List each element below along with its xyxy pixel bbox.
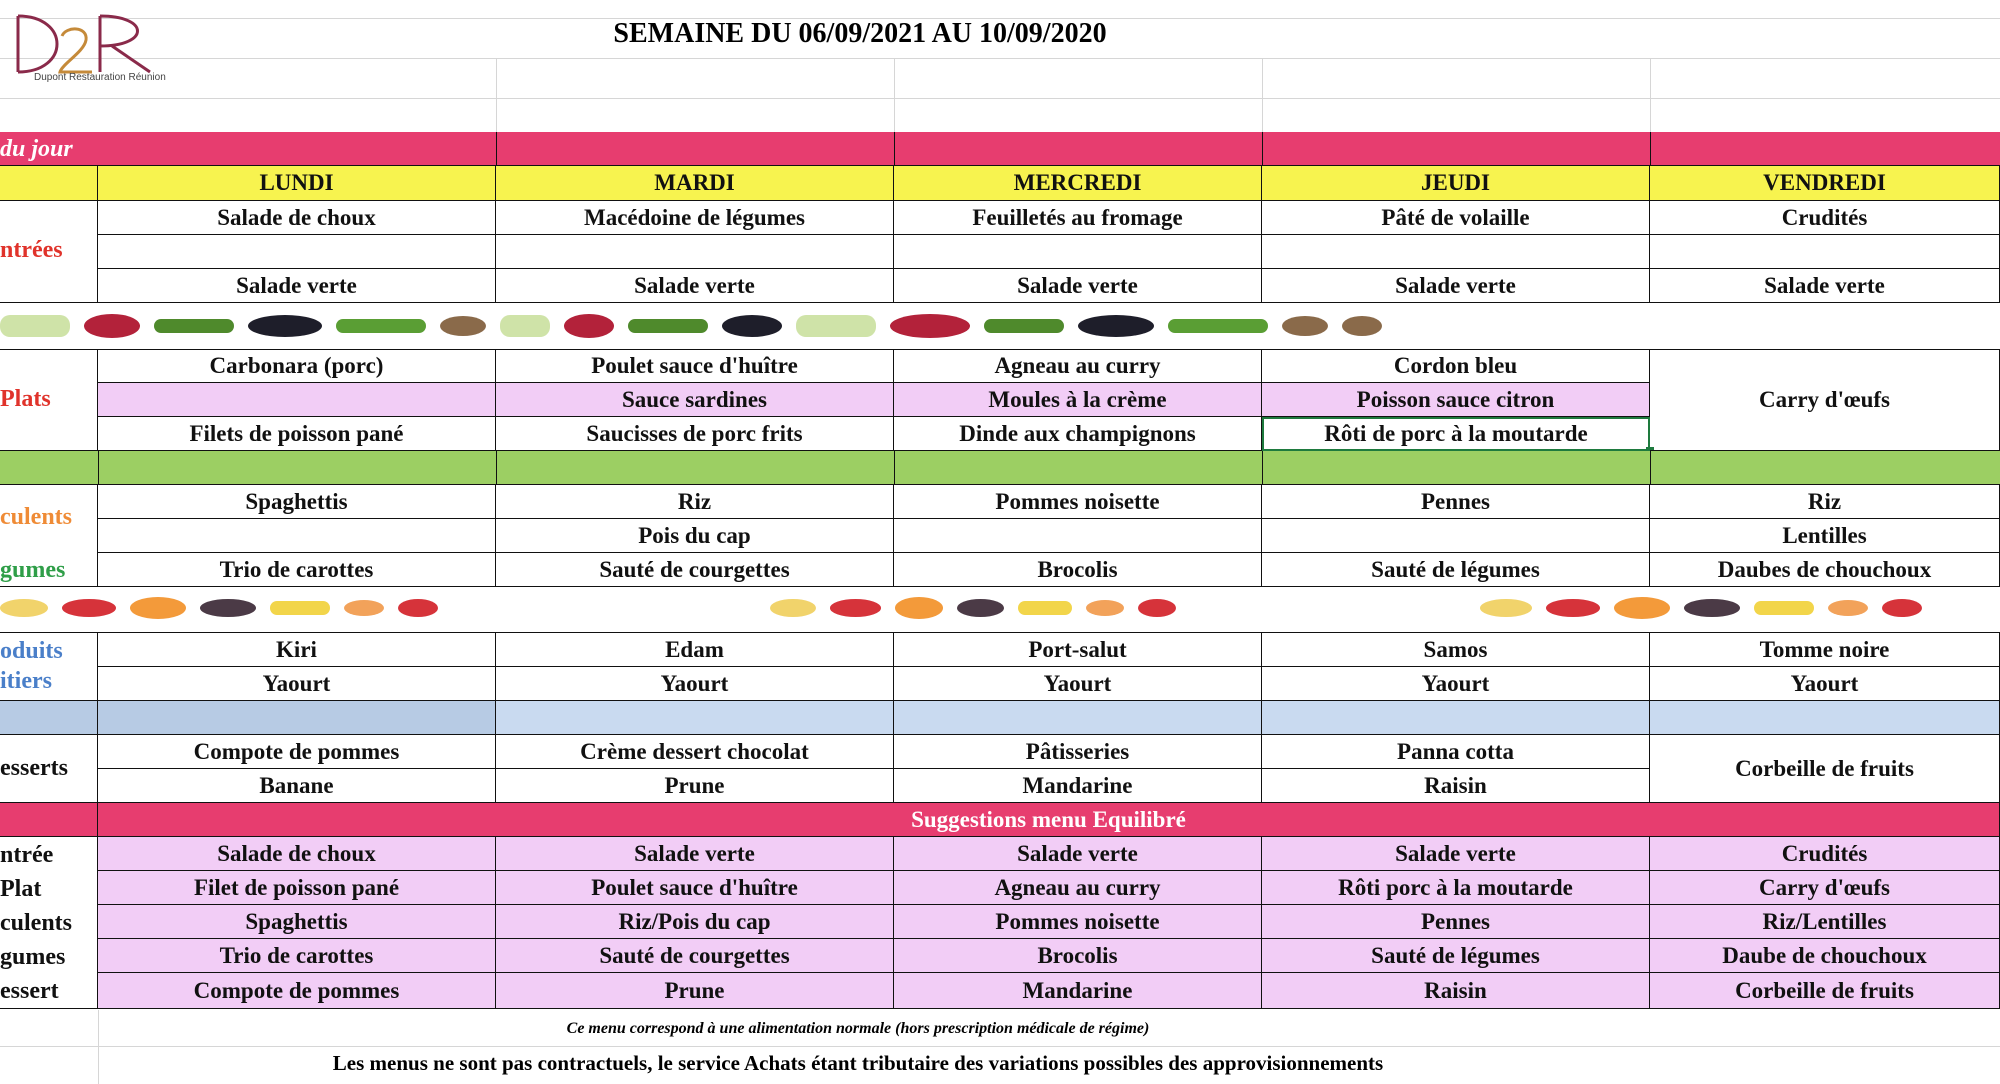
entrees-label: ntrées xyxy=(0,237,63,263)
banana-icon xyxy=(1754,601,1814,615)
plat-jeudi-3-selected-cell[interactable]: Rôti de porc à la moutarde xyxy=(1262,417,1650,451)
suggestion-label-legumes: gumes xyxy=(0,944,66,970)
suggestion-entree-vendredi: Crudités xyxy=(1650,837,2000,871)
day-header-mardi: MARDI xyxy=(496,166,894,201)
dessert-mardi-2: Prune xyxy=(496,769,894,803)
suggestion-plat-jeudi: Rôti porc à la moutarde xyxy=(1262,871,1650,905)
footer-note: Ce menu correspond à une alimentation normale (hors prescription médicale de régime) xyxy=(566,1020,1150,1037)
divider xyxy=(894,132,895,166)
dessert-mercredi-1: Pâtisseries xyxy=(894,735,1262,769)
plat-mercredi-2: Moules à la crème xyxy=(894,383,1262,417)
entree-mardi-1: Macédoine de légumes xyxy=(496,201,894,235)
entree-lundi-2 xyxy=(98,235,496,269)
produits-label-1: oduits xyxy=(0,638,63,664)
suggestion-dessert-vendredi: Corbeille de fruits xyxy=(1650,973,2000,1009)
vegetables-image-strip xyxy=(0,306,2000,346)
blackberry-icon xyxy=(1078,315,1154,337)
yaourt-vendredi: Yaourt xyxy=(1650,667,2000,701)
suggestion-feculent-vendredi: Riz/Lentilles xyxy=(1650,905,2000,939)
legume-mercredi: Brocolis xyxy=(894,553,1262,587)
suggestion-entree-mercredi: Salade verte xyxy=(894,837,1262,871)
fig-icon xyxy=(200,599,256,617)
feculent-vendredi-2: Lentilles xyxy=(1650,519,2000,553)
suggestion-label-entree: ntrée xyxy=(0,842,54,868)
suggestion-feculent-mercredi: Pommes noisette xyxy=(894,905,1262,939)
gridline xyxy=(0,98,2000,99)
dessert-jeudi-1: Panna cotta xyxy=(1262,735,1650,769)
legume-vendredi: Daubes de chouchoux xyxy=(1650,553,2000,587)
gridline xyxy=(1262,58,1263,132)
legume-lundi: Trio de carottes xyxy=(98,553,496,587)
divider xyxy=(1650,132,1651,166)
footer-disclaimer: Les menus ne sont pas contractuels, le service Achats étant tributaire des variations possibles des approvisionnements xyxy=(332,1050,1384,1075)
plat-jeudi-2: Poisson sauce citron xyxy=(1262,383,1650,417)
suggestion-label-plat: Plat xyxy=(0,876,42,902)
plat-lundi-2 xyxy=(98,383,496,417)
page-title: SEMAINE DU 06/09/2021 AU 10/09/2020 xyxy=(613,18,1107,49)
fromage-mercredi: Port-salut xyxy=(894,633,1262,667)
suggestion-entree-lundi: Salade de choux xyxy=(98,837,496,871)
menu-du-jour-bar xyxy=(0,132,2000,166)
menu-du-jour-label: du jour xyxy=(0,136,73,162)
entree-mardi-3: Salade verte xyxy=(496,269,894,303)
orange-icon xyxy=(130,597,186,619)
blue-separator-cell xyxy=(0,701,98,735)
lemon-icon xyxy=(770,599,816,617)
mushroom-icon xyxy=(1282,316,1328,336)
raspberry-icon xyxy=(398,599,438,617)
logo-subtitle: Dupont Restauration Réunion xyxy=(34,72,166,83)
mushroom-icon xyxy=(440,316,486,336)
blue-separator-cell xyxy=(98,701,496,735)
divider xyxy=(894,451,895,485)
fruits-image-strip-right xyxy=(1480,590,2000,626)
mushroom-icon xyxy=(1342,316,1382,336)
plat-mardi-1: Poulet sauce d'huître xyxy=(496,349,894,383)
suggestion-dessert-jeudi: Raisin xyxy=(1262,973,1650,1009)
yaourt-mercredi: Yaourt xyxy=(894,667,1262,701)
zucchini-icon xyxy=(154,319,234,333)
blue-separator-cell xyxy=(894,701,1262,735)
suggestion-label-dessert: essert xyxy=(0,978,59,1004)
strawberry-icon xyxy=(830,599,881,617)
strawberry-icon xyxy=(1546,599,1600,617)
pomegranate-icon xyxy=(890,314,970,338)
entree-vendredi-1: Crudités xyxy=(1650,201,2000,235)
banana-icon xyxy=(270,601,330,615)
gridline xyxy=(496,58,497,132)
blackberry-icon xyxy=(722,315,782,337)
feculent-lundi-2 xyxy=(98,519,496,553)
suggestion-label-feculents: culents xyxy=(0,910,72,936)
feculent-mardi-1: Riz xyxy=(496,485,894,519)
raspberry-icon xyxy=(1882,599,1922,617)
produits-label-2: itiers xyxy=(0,668,52,694)
gridline xyxy=(1650,58,1651,132)
suggestion-legume-mercredi: Brocolis xyxy=(894,939,1262,973)
plats-label: Plats xyxy=(0,386,51,412)
plat-lundi-3: Filets de poisson pané xyxy=(98,417,496,451)
entree-vendredi-2 xyxy=(1650,235,2000,269)
suggestion-dessert-lundi: Compote de pommes xyxy=(98,973,496,1009)
day-header-mercredi: MERCREDI xyxy=(894,166,1262,201)
entree-lundi-3: Salade verte xyxy=(98,269,496,303)
dessert-lundi-2: Banane xyxy=(98,769,496,803)
feculent-jeudi-2 xyxy=(1262,519,1650,553)
plat-lundi-1: Carbonara (porc) xyxy=(98,349,496,383)
dessert-vendredi: Corbeille de fruits xyxy=(1650,735,2000,803)
day-header-jeudi: JEUDI xyxy=(1262,166,1650,201)
divider xyxy=(496,451,497,485)
blue-separator-cell xyxy=(1262,701,1650,735)
suggestion-feculent-lundi: Spaghettis xyxy=(98,905,496,939)
feculent-mercredi-1: Pommes noisette xyxy=(894,485,1262,519)
gridline xyxy=(894,58,895,132)
fig-icon xyxy=(957,599,1005,617)
desserts-label: esserts xyxy=(0,755,68,781)
lemon-icon xyxy=(0,599,48,617)
pomegranate-icon xyxy=(564,314,614,338)
strawberry-icon xyxy=(62,599,116,617)
feculent-lundi-1: Spaghettis xyxy=(98,485,496,519)
green-beans-icon xyxy=(1168,319,1268,333)
divider xyxy=(98,451,99,485)
suggestion-plat-mardi: Poulet sauce d'huître xyxy=(496,871,894,905)
apricot-icon xyxy=(344,600,384,616)
suggestion-legume-lundi: Trio de carottes xyxy=(98,939,496,973)
banana-icon xyxy=(1018,601,1071,615)
plat-mercredi-1: Agneau au curry xyxy=(894,349,1262,383)
day-header-blank xyxy=(0,166,98,201)
entree-jeudi-3: Salade verte xyxy=(1262,269,1650,303)
feculent-vendredi-1: Riz xyxy=(1650,485,2000,519)
zucchini-icon xyxy=(628,319,708,333)
entree-lundi-1: Salade de choux xyxy=(98,201,496,235)
fennel-icon xyxy=(0,315,70,337)
fruits-image-strip-middle xyxy=(770,590,1190,626)
plat-vendredi: Carry d'œufs xyxy=(1650,349,2000,451)
raspberry-icon xyxy=(1138,599,1176,617)
fruits-image-strip-left xyxy=(0,590,460,626)
plat-jeudi-1: Cordon bleu xyxy=(1262,349,1650,383)
entree-vendredi-3: Salade verte xyxy=(1650,269,2000,303)
fennel-icon xyxy=(500,315,550,337)
orange-icon xyxy=(1614,597,1670,619)
dessert-lundi-1: Compote de pommes xyxy=(98,735,496,769)
suggestion-feculent-jeudi: Pennes xyxy=(1262,905,1650,939)
pomegranate-icon xyxy=(84,314,140,338)
lemon-icon xyxy=(1480,599,1532,617)
fromage-mardi: Edam xyxy=(496,633,894,667)
entree-jeudi-1: Pâté de volaille xyxy=(1262,201,1650,235)
divider xyxy=(1262,451,1263,485)
apricot-icon xyxy=(1086,600,1124,616)
green-beans-icon xyxy=(336,319,426,333)
yaourt-lundi: Yaourt xyxy=(98,667,496,701)
plat-mardi-3: Saucisses de porc frits xyxy=(496,417,894,451)
fromage-jeudi: Samos xyxy=(1262,633,1650,667)
suggestions-header: Suggestions menu Equilibré xyxy=(98,803,2000,837)
divider xyxy=(1262,132,1263,166)
suggestion-plat-mercredi: Agneau au curry xyxy=(894,871,1262,905)
divider xyxy=(496,132,497,166)
feculent-mercredi-2 xyxy=(894,519,1262,553)
apricot-icon xyxy=(1828,600,1868,616)
suggestion-dessert-mercredi: Mandarine xyxy=(894,973,1262,1009)
day-header-vendredi: VENDREDI xyxy=(1650,166,2000,201)
blue-separator-cell xyxy=(1650,701,2000,735)
suggestion-plat-vendredi: Carry d'œufs xyxy=(1650,871,2000,905)
legume-jeudi: Sauté de légumes xyxy=(1262,553,1650,587)
plat-mercredi-3: Dinde aux champignons xyxy=(894,417,1262,451)
entree-jeudi-2 xyxy=(1262,235,1650,269)
suggestion-feculent-mardi: Riz/Pois du cap xyxy=(496,905,894,939)
dessert-jeudi-2: Raisin xyxy=(1262,769,1650,803)
dessert-mercredi-2: Mandarine xyxy=(894,769,1262,803)
entree-mardi-2 xyxy=(496,235,894,269)
feculents-label: culents xyxy=(0,504,72,530)
fennel-icon xyxy=(796,315,876,337)
yaourt-jeudi: Yaourt xyxy=(1262,667,1650,701)
gridline xyxy=(0,58,2000,59)
suggestion-entree-jeudi: Salade verte xyxy=(1262,837,1650,871)
green-separator-row xyxy=(0,451,2000,485)
plat-mardi-2: Sauce sardines xyxy=(496,383,894,417)
entree-mercredi-2 xyxy=(894,235,1262,269)
fig-icon xyxy=(1684,599,1740,617)
fromage-vendredi: Tomme noire xyxy=(1650,633,2000,667)
legume-mardi: Sauté de courgettes xyxy=(496,553,894,587)
legumes-label: gumes xyxy=(0,557,66,583)
fromage-lundi: Kiri xyxy=(98,633,496,667)
suggestion-legume-jeudi: Sauté de légumes xyxy=(1262,939,1650,973)
blue-separator-cell xyxy=(496,701,894,735)
orange-icon xyxy=(895,597,943,619)
day-header-lundi: LUNDI xyxy=(98,166,496,201)
suggestion-legume-vendredi: Daube de chouchoux xyxy=(1650,939,2000,973)
entree-mercredi-3: Salade verte xyxy=(894,269,1262,303)
suggestion-dessert-mardi: Prune xyxy=(496,973,894,1009)
blackberry-icon xyxy=(248,315,322,337)
feculent-jeudi-1: Pennes xyxy=(1262,485,1650,519)
feculent-mardi-2: Pois du cap xyxy=(496,519,894,553)
divider xyxy=(1650,451,1651,485)
yaourt-mardi: Yaourt xyxy=(496,667,894,701)
entree-mercredi-1: Feuilletés au fromage xyxy=(894,201,1262,235)
suggestions-header-side xyxy=(0,803,98,837)
suggestion-legume-mardi: Sauté de courgettes xyxy=(496,939,894,973)
zucchini-icon xyxy=(984,319,1064,333)
suggestion-plat-lundi: Filet de poisson pané xyxy=(98,871,496,905)
dessert-mardi-1: Crème dessert chocolat xyxy=(496,735,894,769)
suggestion-entree-mardi: Salade verte xyxy=(496,837,894,871)
